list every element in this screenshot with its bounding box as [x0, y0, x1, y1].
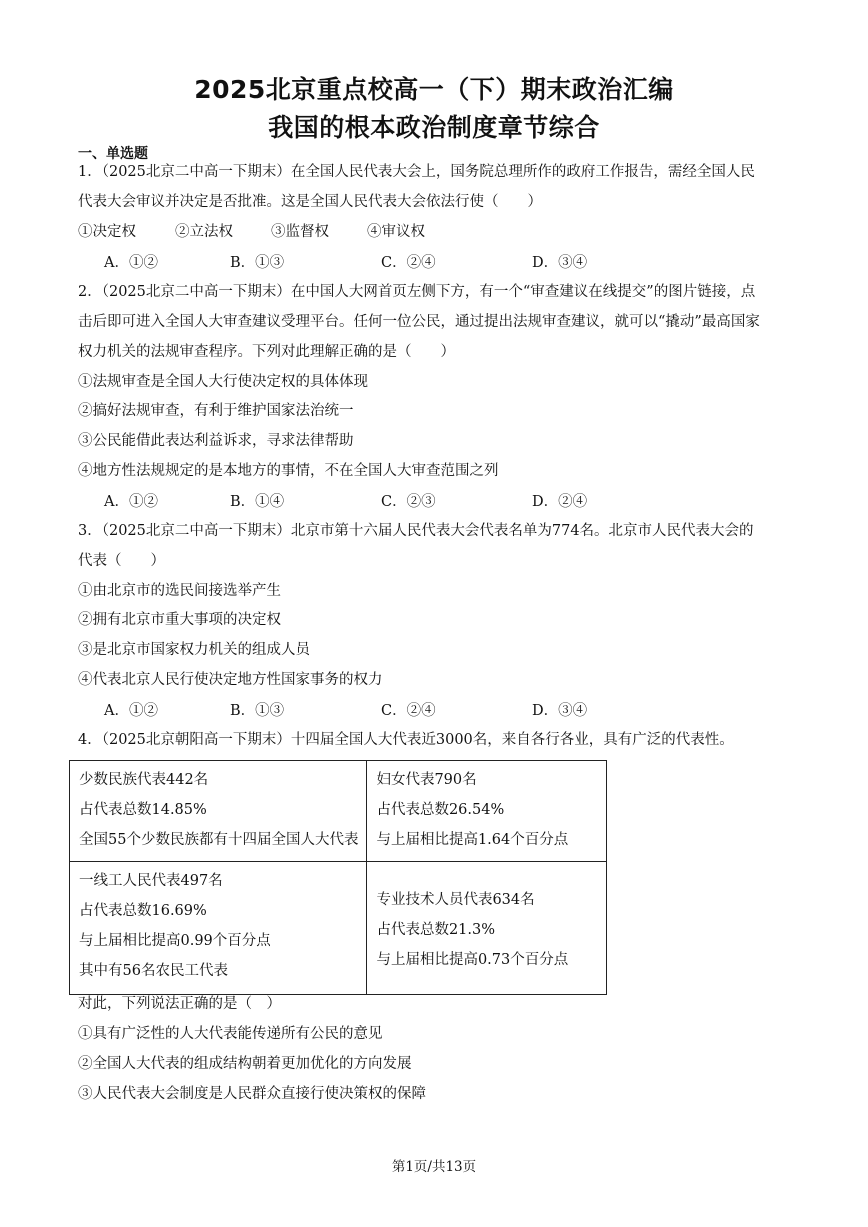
q1-item: ③监督权 — [271, 224, 329, 240]
q3-stem-line1: 3．（2025北京二中高一下期末）北京市第十六届人民代表大会代表名单为774名。北京市人民代表大会的 — [78, 523, 754, 539]
q2-item: ③公民能借此表达利益诉求，寻求法律帮助 — [78, 433, 354, 449]
q3-item: ②拥有北京市重大事项的决定权 — [78, 612, 281, 628]
choice-a: A．①② — [104, 494, 158, 510]
q2-item: ①法规审查是全国人大行使决定权的具体体现 — [78, 374, 368, 390]
q2-stem-line2: 击后即可进入全国人大审查建议受理平台。任何一位公民，通过提出法规审查建议，就可以“撬动”最高国家 — [78, 314, 760, 330]
q2-stem-line1: 2．（2025北京二中高一下期末）在中国人大网首页左侧下方，有一个“审查建议在线提交”的图片链接，点 — [78, 284, 756, 300]
q1-item: ①决定权 — [78, 224, 136, 240]
table-cell-women — [367, 761, 607, 862]
choice-b: B．①③ — [230, 255, 285, 271]
q4-item: ②全国人大代表的组成结构朝着更加优化的方向发展 — [78, 1056, 412, 1072]
cell-line: 专业技术人员代表634名 — [376, 892, 535, 908]
q3-item: ①由北京市的选民间接选举产生 — [78, 583, 281, 599]
table-row — [70, 862, 607, 995]
cell-line: 少数民族代表442名 — [79, 772, 209, 788]
q4-stem-line1: 4．（2025北京朝阳高一下期末）十四届全国人大代表近3000名，来自各行各业，具有广泛的代表性。 — [78, 732, 734, 748]
table-cell-ethnic-minorities — [70, 761, 367, 862]
page-subtitle: 我国的根本政治制度章节综合 — [268, 113, 600, 142]
q4-item: ③人民代表大会制度是人民群众直接行使决策权的保障 — [78, 1086, 426, 1102]
cell-line: 占代表总数14.85% — [79, 802, 207, 818]
choice-c: C．②③ — [381, 494, 436, 510]
q4-prompt: 对此，下列说法正确的是（ ） — [78, 996, 281, 1012]
choice-b: B．①④ — [230, 494, 285, 510]
choice-d: D．③④ — [532, 703, 588, 719]
delegates-table — [69, 760, 607, 995]
q1-item: ②立法权 — [175, 224, 233, 240]
section-heading: 一、单选题 — [78, 146, 148, 162]
choice-a: A．①② — [104, 255, 158, 271]
q3-item: ④代表北京人民行使决定地方性国家事务的权力 — [78, 672, 383, 688]
q4-item: ①具有广泛性的人大代表能传递所有公民的意见 — [78, 1026, 383, 1042]
q3-stem-line2: 代表（ ） — [78, 553, 165, 569]
cell-line: 占代表总数26.54% — [376, 802, 505, 818]
q1-item: ④审议权 — [367, 224, 425, 240]
choice-b: B．①③ — [230, 703, 285, 719]
q2-item: ②搞好法规审查，有利于维护国家法治统一 — [78, 403, 354, 419]
cell-line: 妇女代表790名 — [376, 772, 477, 788]
choice-c: C．②④ — [381, 703, 436, 719]
choice-a: A．①② — [104, 703, 158, 719]
q1-stem-line1: 1．（2025北京二中高一下期末）在全国人民代表大会上，国务院总理所作的政府工作报告，需经全国人民 — [78, 164, 755, 180]
q3-item: ③是北京市国家权力机关的组成人员 — [78, 642, 310, 658]
cell-line: 与上届相比提高0.73个百分点 — [376, 952, 569, 968]
cell-line: 与上届相比提高1.64个百分点 — [376, 832, 569, 848]
cell-line: 占代表总数16.69% — [79, 903, 207, 919]
choice-d: D．③④ — [532, 255, 588, 271]
table-cell-workers — [70, 862, 367, 995]
q2-item: ④地方性法规规定的是本地方的事情，不在全国人大审查范围之列 — [78, 463, 499, 479]
table-row — [70, 761, 607, 862]
cell-line: 占代表总数21.3% — [376, 922, 496, 938]
cell-line: 与上届相比提高0.99个百分点 — [79, 933, 271, 949]
table-cell-professionals — [367, 862, 607, 995]
page-title: 2025北京重点校高一（下）期末政治汇编 — [194, 75, 674, 104]
q1-stem-line2: 代表大会审议并决定是否批准。这是全国人民代表大会依法行使（ ） — [78, 194, 542, 210]
cell-line: 其中有56名农民工代表 — [79, 963, 228, 979]
choice-d: D．②④ — [532, 494, 588, 510]
cell-line: 一线工人民代表497名 — [79, 873, 223, 889]
q2-stem-line3: 权力机关的法规审查程序。下列对此理解正确的是（ ） — [78, 344, 455, 360]
cell-line: 全国55个少数民族都有十四届全国人大代表 — [79, 832, 359, 848]
choice-c: C．②④ — [381, 255, 436, 271]
page-number: 第1页/共13页 — [391, 1159, 477, 1175]
